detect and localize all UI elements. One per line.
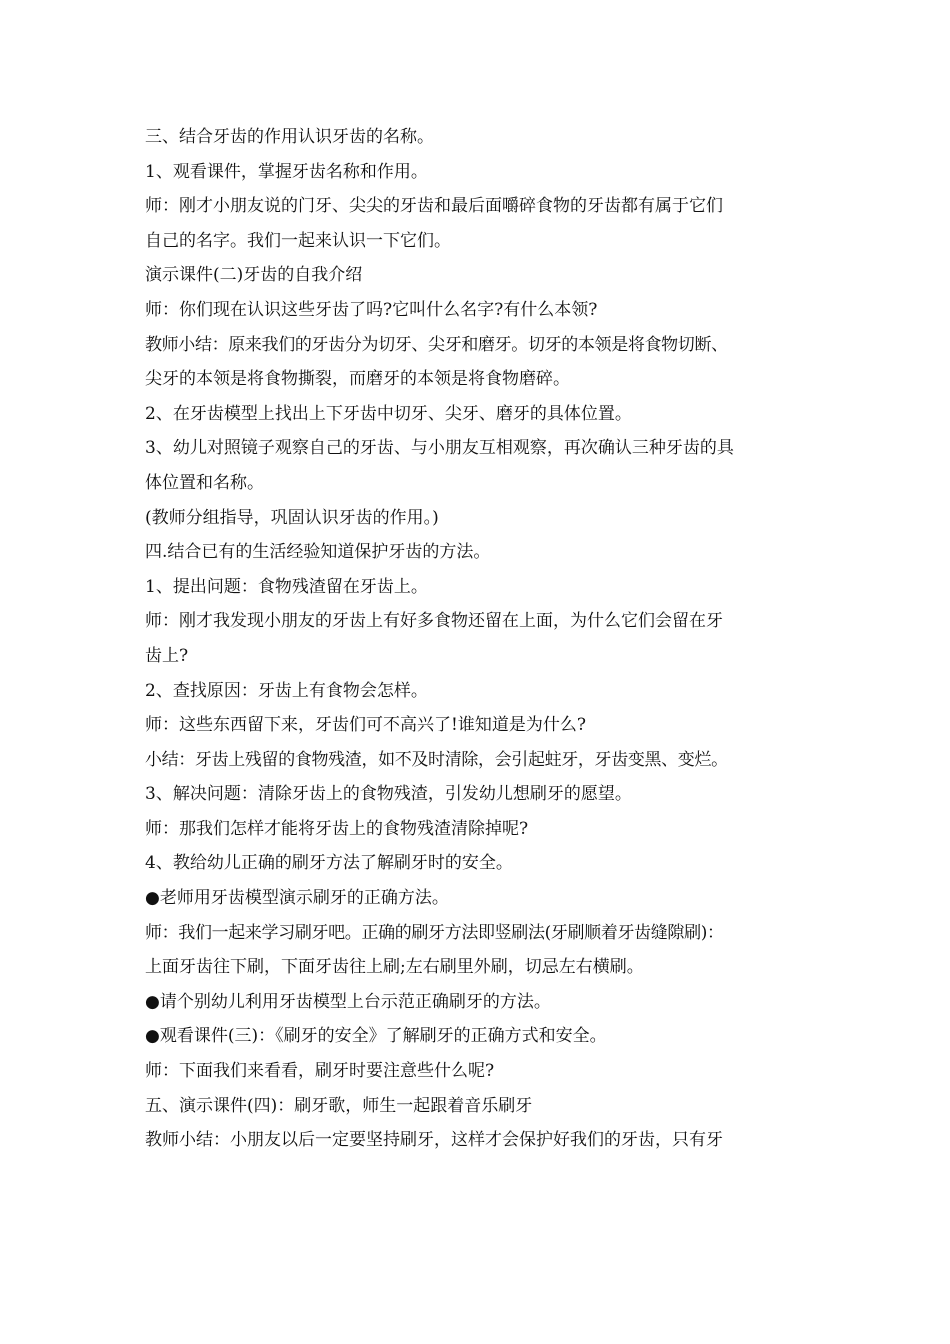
text-line: 师：你们现在认识这些牙齿了吗?它叫什么名字?有什么本领? <box>145 299 598 320</box>
text-line: 师：我们一起来学习刷牙吧。正确的刷牙方法即竖刷法(牙刷顺着牙齿缝隙刷)： <box>145 922 724 943</box>
text-line: ●观看课件(三)：《刷牙的安全》了解刷牙的正确方式和安全。 <box>145 1026 607 1047</box>
text-line: 教师小结：小朋友以后一定要坚持刷牙，这样才会保护好我们的牙齿，只有牙 <box>145 1130 723 1151</box>
text-line: 2、查找原因：牙齿上有食物会怎样。 <box>145 680 428 701</box>
text-line: 上面牙齿往下刷，下面牙齿往上刷;左右刷里外刷，切忌左右横刷。 <box>145 957 644 978</box>
text-line: 1、提出问题：食物残渣留在牙齿上。 <box>145 576 428 597</box>
text-line: 2、在牙齿模型上找出上下牙齿中切牙、尖牙、磨牙的具体位置。 <box>145 403 632 424</box>
text-line: 师：下面我们来看看，刷牙时要注意些什么呢? <box>145 1061 495 1082</box>
text-line: 五、演示课件(四)：刷牙歌，师生一起跟着音乐刷牙 <box>145 1095 533 1116</box>
text-line: 3、幼儿对照镜子观察自己的牙齿、与小朋友互相观察，再次确认三种牙齿的具 <box>145 438 734 459</box>
document-body <box>145 120 825 1158</box>
text-line: 3、解决问题：清除牙齿上的食物残渣，引发幼儿想刷牙的愿望。 <box>145 784 632 805</box>
text-line: 师：刚才我发现小朋友的牙齿上有好多食物还留在上面，为什么它们会留在牙 <box>145 611 723 632</box>
text-line: 4、教给幼儿正确的刷牙方法了解刷牙时的安全。 <box>145 853 513 874</box>
text-line: 师：刚才小朋友说的门牙、尖尖的牙齿和最后面嚼碎食物的牙齿都有属于它们 <box>145 196 723 217</box>
text-line: ●老师用牙齿模型演示刷牙的正确方法。 <box>145 888 449 909</box>
text-line: 体位置和名称。 <box>145 472 264 493</box>
text-line: 教师小结：原来我们的牙齿分为切牙、尖牙和磨牙。切牙的本领是将食物切断、 <box>145 334 728 355</box>
text-line: 三、结合牙齿的作用认识牙齿的名称。 <box>145 127 434 147</box>
text-line: 1、观看课件，掌握牙齿名称和作用。 <box>145 161 428 182</box>
text-line: ●请个别幼儿利用牙齿模型上台示范正确刷牙的方法。 <box>145 991 551 1012</box>
text-line: 演示课件(二)牙齿的自我介绍 <box>145 265 363 286</box>
text-line: (教师分组指导，巩固认识牙齿的作用。) <box>145 507 439 528</box>
text-line: 尖牙的本领是将食物撕裂，而磨牙的本领是将食物磨碎。 <box>145 369 570 390</box>
text-line: 自己的名字。我们一起来认识一下它们。 <box>145 230 451 251</box>
text-line: 师：这些东西留下来，牙齿们可不高兴了!谁知道是为什么? <box>145 715 586 736</box>
text-line: 齿上? <box>145 645 189 666</box>
text-line: 四.结合已有的生活经验知道保护牙齿的方法。 <box>145 542 491 563</box>
text-line: 小结：牙齿上残留的食物残渣，如不及时清除，会引起蛀牙，牙齿变黑、变烂。 <box>145 749 728 770</box>
text-line: 师：那我们怎样才能将牙齿上的食物残渣清除掉呢? <box>145 818 529 839</box>
